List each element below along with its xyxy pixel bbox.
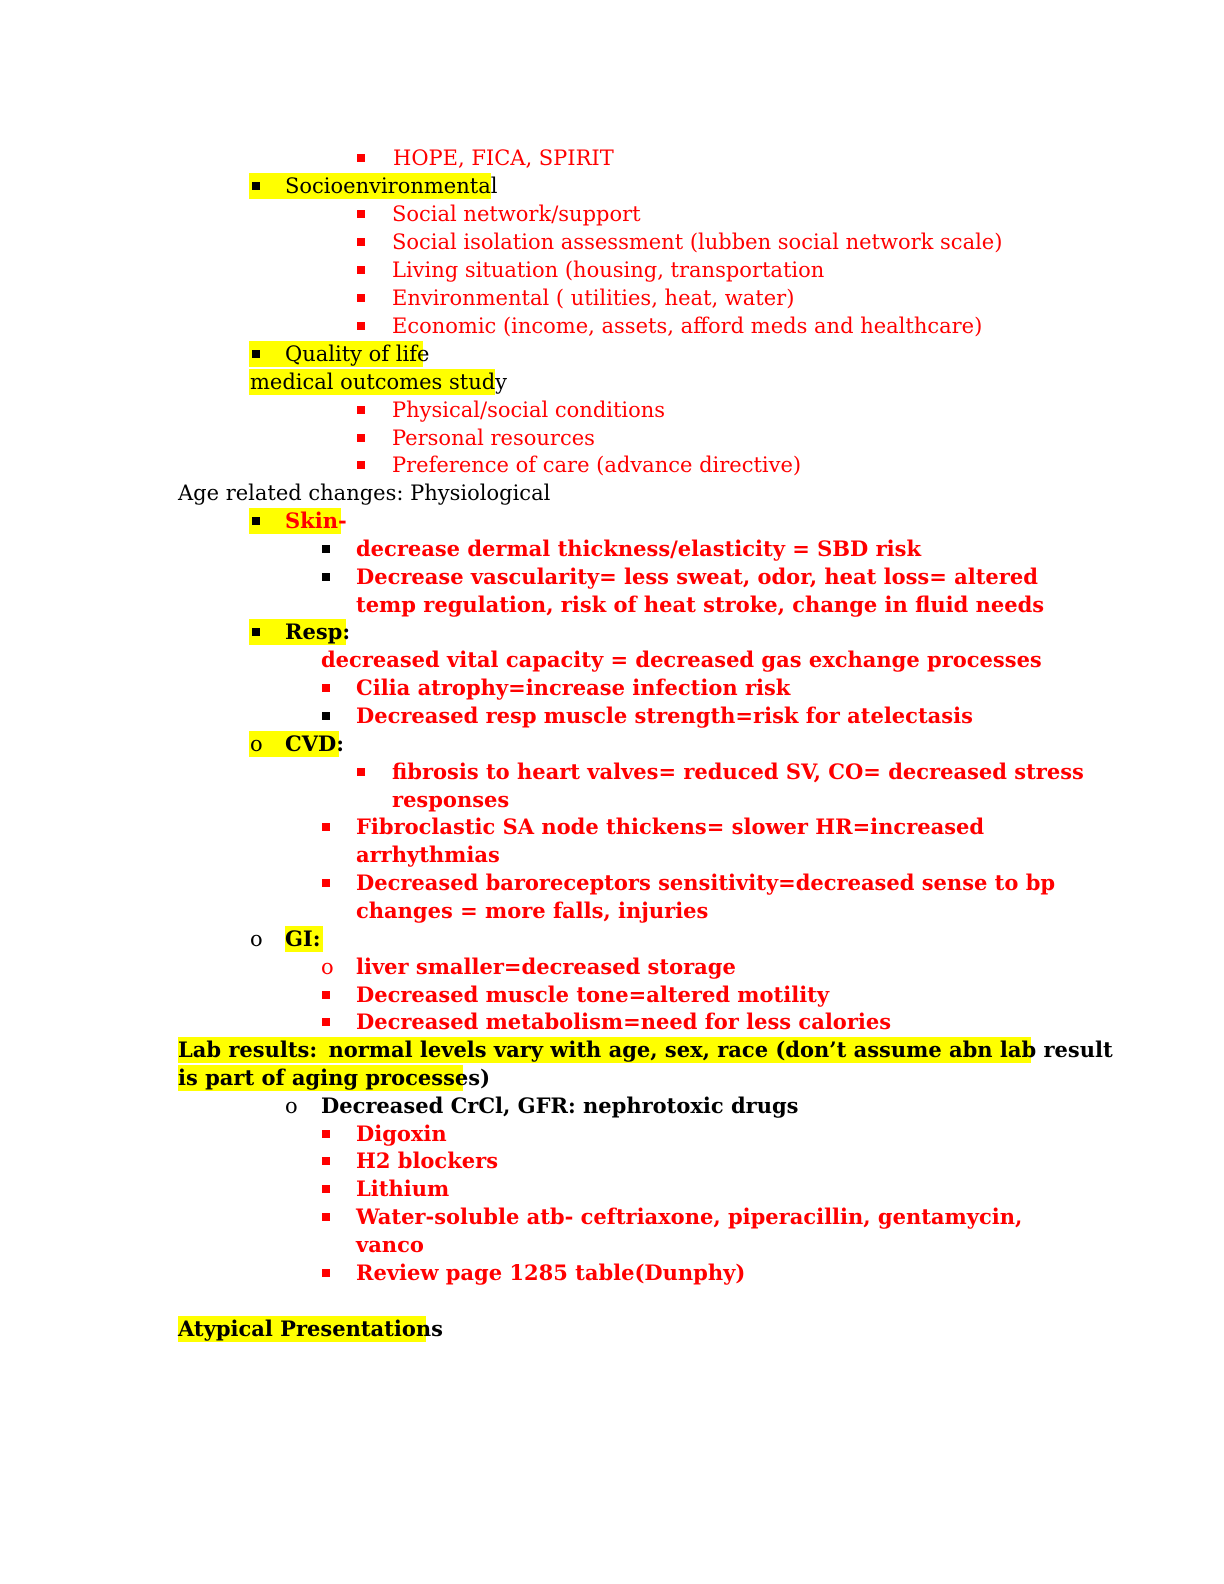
list-text: decreased vital capacity = decreased gas exchange processes xyxy=(321,647,1042,672)
list-item-continuation: arrhythmias xyxy=(356,842,500,867)
square-bullet-icon xyxy=(357,397,385,423)
square-bullet-icon xyxy=(322,536,350,562)
square-bullet-icon xyxy=(322,675,350,701)
section-heading: Lab results: normal levels vary with age, sex, race (don’t assume abn lab result xyxy=(178,1037,1113,1062)
square-bullet-icon xyxy=(322,982,350,1008)
square-bullet-icon xyxy=(322,1260,350,1286)
square-bullet-icon xyxy=(252,173,280,199)
circle-bullet-icon: o xyxy=(250,732,263,756)
square-bullet-icon xyxy=(252,508,280,534)
list-item-highlighted: Socioenvironmental xyxy=(249,173,491,199)
list-item-highlighted: Skin- xyxy=(249,508,341,534)
square-bullet-icon xyxy=(357,425,385,451)
circle-bullet-icon: o xyxy=(285,1094,298,1118)
square-bullet-icon xyxy=(322,1148,350,1174)
square-bullet-icon xyxy=(322,814,350,840)
circle-bullet-icon: o xyxy=(250,927,263,951)
square-bullet-icon xyxy=(357,229,385,255)
square-bullet-icon xyxy=(322,1204,350,1230)
square-bullet-icon xyxy=(322,1009,350,1035)
square-bullet-icon xyxy=(357,257,385,283)
list-item-highlighted: o CVD: xyxy=(250,731,344,756)
square-bullet-icon xyxy=(357,201,385,227)
section-heading: Age related changes: Physiological xyxy=(178,481,551,505)
square-bullet-icon xyxy=(322,564,350,590)
circle-bullet-icon: o xyxy=(321,955,334,979)
square-bullet-icon xyxy=(357,452,385,478)
list-item-continuation: responses xyxy=(392,787,510,812)
highlighted-text: is part of aging processes) xyxy=(178,1065,491,1090)
list-item-continuation: temp regulation, risk of heat stroke, change in fluid needs xyxy=(356,592,1045,617)
square-bullet-icon xyxy=(357,313,385,339)
square-bullet-icon xyxy=(252,619,280,645)
square-bullet-icon xyxy=(322,703,350,729)
square-bullet-icon xyxy=(357,759,385,785)
square-bullet-icon xyxy=(357,285,385,311)
square-bullet-icon xyxy=(252,341,280,367)
list-item-highlighted: Quality of life xyxy=(249,341,423,367)
list-item-continuation: changes = more falls, injuries xyxy=(356,898,709,923)
square-bullet-icon xyxy=(322,1121,350,1147)
square-bullet-icon xyxy=(322,1176,350,1202)
section-heading: Atypical Presentations xyxy=(178,1316,443,1341)
highlighted-text: medical outcomes study xyxy=(250,370,508,394)
list-item-continuation: vanco xyxy=(356,1232,424,1257)
square-bullet-icon xyxy=(357,145,385,171)
square-bullet-icon xyxy=(322,870,350,896)
list-item-highlighted: Resp: xyxy=(249,619,346,645)
